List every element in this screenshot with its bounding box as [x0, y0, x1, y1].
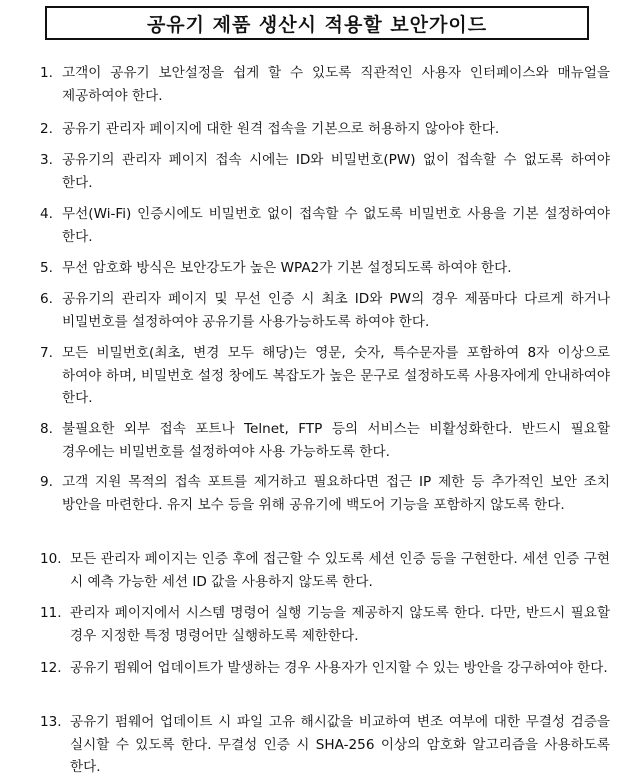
item-number: 8.	[40, 421, 53, 437]
item-text: 공유기의 관리자 페이지 접속 시에는 ID와 비밀번호(PW) 없이 접속할 수 없도록 하여야 한다.	[62, 152, 610, 191]
item-number: 6.	[40, 291, 53, 307]
item-number: 9.	[40, 474, 53, 490]
item-number: 13.	[40, 714, 62, 730]
item-number: 4.	[40, 206, 53, 222]
item-text: 공유기 관리자 페이지에 대한 원격 접속을 기본으로 허용하지 않아야 한다.	[62, 121, 500, 137]
item-number: 3.	[40, 152, 53, 168]
item-number: 5.	[40, 260, 53, 276]
item-text: 관리자 페이지에서 시스템 명령어 실행 기능을 제공하지 않도록 한다. 다만, 반드시 필요할 경우 지정한 특정 명령어만 실행하도록 제한한다.	[70, 605, 610, 644]
item-text: 고객이 공유기 보안설정을 쉽게 할 수 있도록 직관적인 사용자 인터페이스와 매뉴얼을 제공하여야 한다.	[62, 65, 610, 104]
item-text: 무선 암호화 방식은 보안강도가 높은 WPA2가 기본 설정되도록 하여야 한다.	[62, 260, 512, 276]
item-number: 1.	[40, 65, 53, 81]
item-text: 공유기 펌웨어 업데이트 시 파일 고유 해시값을 비교하여 변조 여부에 대한 무결성 검증을 실시할 수 있도록 한다. 무결성 인증 시 SHA-256 이상의 암호화 알고리즘을 사용하도록 한다.	[70, 714, 610, 775]
item-text: 모든 관리자 페이지는 인증 후에 접근할 수 있도록 세션 인증 등을 구현한다. 세션 인증 구현 시 예측 가능한 세션 ID 값을 사용하지 않도록 한다.	[70, 551, 610, 590]
item-number: 11.	[40, 605, 62, 621]
item-text: 고객 지원 목적의 접속 포트를 제거하고 필요하다면 접근 IP 제한 등 추가적인 보안 조치 방안을 마련한다. 유지 보수 등을 위해 공유기에 백도어 기능을 포함하지 않도록 한다.	[62, 474, 610, 513]
item-text: 공유기의 관리자 페이지 및 무선 인증 시 최초 ID와 PW의 경우 제품마다 다르게 하거나 비밀번호를 설정하여야 공유기를 사용가능하도록 하여야 한다.	[62, 291, 610, 330]
page-title: 공유기 제품 생산시 적용할 보안가이드	[146, 13, 488, 36]
item-text: 공유기 펌웨어 업데이트가 발생하는 경우 사용자가 인지할 수 있는 방안을 강구하여야 한다.	[70, 660, 608, 676]
item-number: 12.	[40, 660, 62, 676]
item-text: 무선(Wi-Fi) 인증시에도 비밀번호 없이 접속할 수 없도록 비밀번호 사용을 기본 설정하여야 한다.	[62, 206, 610, 245]
item-number: 2.	[40, 121, 53, 137]
item-text: 불필요한 외부 접속 포트나 Telnet, FTP 등의 서비스는 비활성화한다. 반드시 필요할 경우에는 비밀번호를 설정하여야 사용 가능하도록 한다.	[62, 421, 610, 460]
item-number: 10.	[40, 551, 62, 567]
item-number: 7.	[40, 345, 53, 361]
title-box	[45, 6, 589, 40]
item-text: 모든 비밀번호(최초, 변경 모두 해당)는 영문, 숫자, 특수문자를 포함하여 8자 이상으로 하여야 하며, 비밀번호 설정 창에도 복잡도가 높은 문구로 설정하도록 사용자에게 안내하여야 한다.	[62, 345, 610, 406]
